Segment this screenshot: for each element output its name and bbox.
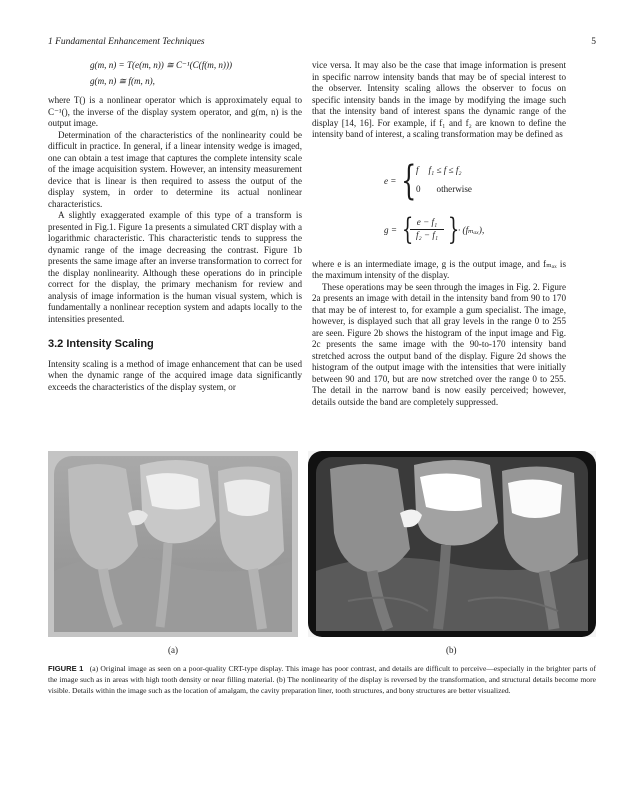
- equation-tail: · (fₘₐₓ),: [458, 224, 485, 235]
- case-2-condition: otherwise: [436, 183, 472, 194]
- dental-xray-low-contrast: [48, 451, 298, 637]
- equation-1: g(m, n) = T(e(m, n)) ≅ C⁻¹(C(f(m, n))): [90, 60, 232, 70]
- left-brace: {: [401, 157, 417, 204]
- case-2-value: 0: [416, 183, 421, 194]
- fraction-numerator: e − f₁: [410, 217, 444, 231]
- equation-lhs: g =: [384, 224, 397, 235]
- figure-caption-text: (a) Original image as seen on a poor-quality CRT-type display. This image has poor contrast, and details are difficult to perceive—especially in the brighter parts of the image such as in areas with high tooth density or near filling material. (b) The nonlinearity of the display is reversed by the transformation, and structural details become more visible. Details within the image such as the location of amalgam, the cavity preparation liner, tooth structures, and bony structures are better visualized.: [48, 664, 597, 696]
- paragraph: where T() is a nonlinear operator which is approximately equal to C⁻¹(), the inverse of the display system operator, and g(m, n) is the output image.: [48, 95, 302, 128]
- equation-scaling: [312, 211, 566, 249]
- case-2: [416, 184, 472, 196]
- right-brace: }: [447, 211, 460, 247]
- running-header: [48, 37, 596, 47]
- equation-2: g(m, n) ≅ f(m, n),: [90, 75, 155, 86]
- figure-1b-image: [308, 451, 596, 637]
- fraction-denominator: f₂ − f₁: [415, 230, 439, 240]
- figure-1a-image: [48, 451, 298, 637]
- equation-lhs: e =: [384, 175, 397, 186]
- fraction: [410, 217, 444, 242]
- paragraph: Intensity scaling is a method of image enhancement that can be used when the dynamic range of the acquired image data significantly exceeds the characteristics of the display system, or: [48, 358, 302, 392]
- case-1: [416, 165, 462, 177]
- paragraph: These operations may be seen through the images in Fig. 2. Figure 2a presents an image with detail in the intensity band from 90 to 170 that may be of interest to, for example a gum specialist. The image, however, is displayed such that all gray levels in the range 0 to 255 are seen. Figure 2b shows the histogram of the input image and Fig. 2c presents the same image with the 90-to-170 intensity band stretched across the output band of the display. Figure 2d shows the histogram of the output image with the intensities that were initially between 90 and 170, but are now stretched over the range 0 to 255. The detail in the narrow band is now easily perceived; however, details outside the band are completely suppressed.: [312, 281, 566, 407]
- figure-1b-label: (b): [446, 645, 457, 655]
- paragraph: where e is an intermediate image, g is the output image, and fₘₐₓ is the maximum intensity of the display.: [312, 258, 566, 280]
- page-number: 5: [591, 37, 596, 47]
- figure-caption-label: FIGURE 1: [48, 664, 84, 673]
- paragraph: vice versa. It may also be the case that image information is present in specific narrow intensity bands that may be of special interest to the observer. Intensity scaling allows the observer to focus on specific intensity bands in the image by modifying the image such that the intensity band of interest spans the dynamic range of the display [14, 16]. For example, if f₁ and f₂ are known to define the intensity band of interest, a scaling transformation may be defined as: [312, 60, 566, 139]
- paragraph: Determination of the characteristics of the nonlinearity could be difficult in practice. In general, if a linear intensity wedge is imaged, one can obtain a test image that captures the complete intensity scale of the image acquisition system. However, an intensity measurement device that is linear is then required to assess the output of the display system, in order to determine its actual nonlinear characteristics.: [48, 129, 302, 209]
- paragraph: A slightly exaggerated example of this type of a transform is presented in Fig.1. Figure 1a presents a simulated CRT display with a logarithmic characteristic. This characteristic tends to suppress the dynamic range of the image decreasing the contrast. Figure 1b presents the same image after an inverse transformation to correct for the display nonlinearity. Although these operations do in principle correct for the display, the primary mechanism for review and analysis of image information is the human visual system, which is fundamentally a nonlinear reception system and adapts locally to the intensities presented.: [48, 210, 302, 324]
- figure-1a-label: (a): [168, 645, 178, 655]
- figure-caption: [48, 663, 596, 697]
- case-1-condition: f₁ ≤ f ≤ f₂: [428, 164, 462, 175]
- case-1-value: f: [416, 164, 419, 175]
- dental-xray-corrected: [308, 451, 596, 637]
- right-column: [312, 60, 566, 408]
- left-brace: {: [401, 211, 414, 247]
- chapter-title: 1 Fundamental Enhancement Techniques: [48, 37, 205, 47]
- equation-piecewise: [312, 157, 566, 205]
- left-column: [48, 60, 302, 393]
- section-heading: 3.2 Intensity Scaling: [48, 338, 154, 350]
